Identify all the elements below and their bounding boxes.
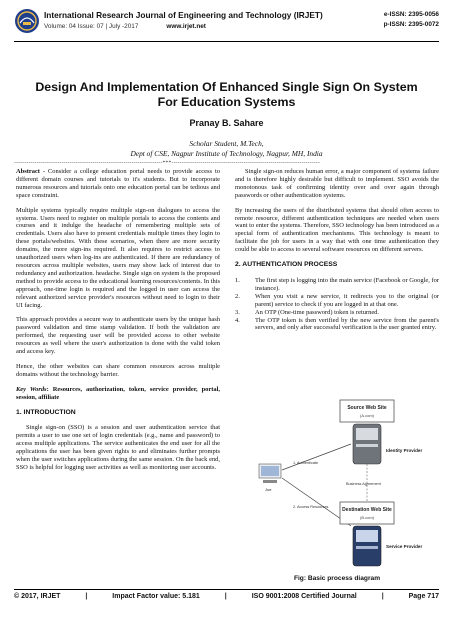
issn-block [384,10,439,30]
abstract-paragraph-3: This approach provides a secure way to authenticate users by the unique hash password validation and time stamp validation. If both the validation are performed, the requesting user will be provided access to other website resources as well where the user's authorization is done with the valid token and access key. [16,316,220,356]
left-column [16,168,220,479]
introduction-text: Single sign-on (SSO) is a session and user authentication service that permits a user to use one set of login credentials (e.g., name and password) to access multiple applications. The service authenticates the end user for all the applications the user has been given rights to and eliminates further prompts when the user switches applications during the same session. On the back end, SSO is helpful for logging user activities as well as monitoring user accounts. [16,424,220,471]
journal-name: International Research Journal of Engineering and Technology (IRJET) [44,10,323,20]
source-website-label: Source Web Site [347,405,387,411]
footer-separator: | [381,593,384,600]
page-footer [14,593,439,600]
process-step [235,309,439,317]
process-step [235,277,439,293]
business-agreement-label: Business Agreement [346,482,381,486]
destination-website-sub: (B.com) [360,515,374,520]
irjet-logo-icon [14,8,40,34]
affiliation-line-1: Scholar Student, M.Tech, [189,139,264,148]
source-server-icon [353,424,381,464]
abstract-paragraph-4: Hence, the other websites can share common resources across multiple domains without the technology barrier. [16,362,220,378]
step-number: 1. [235,276,240,284]
step-number: 4. [235,316,240,324]
abstract-label: Abstract - [16,168,46,175]
process-steps-list [235,277,439,332]
step-number: 2. [235,292,240,300]
step-text: When you visit a new service, it redirects you to the original (or parent) service to check if you are logged in at that one. [255,292,439,308]
step-text: The first step is logging into the main service (Facebook or Google, for instance). [255,276,439,292]
keywords-text: : Resources, authorization, token, service provider, portal, session, affiliate [16,385,220,401]
identity-provider-label: Identity Provider [386,448,423,453]
figure-caption: Fig: Basic process diagram [293,575,381,582]
affiliation-line-2: Dept of CSE, Nagpur Institute of Technology, Nagpur, MH, India [130,149,323,158]
keywords-label: Key Words [16,385,47,393]
authentication-process-heading: 2. AUTHENTICATION PROCESS [235,261,338,269]
section-separator: ------------------------------------------------------------------------***------------------------------------------------------------------------ [14,160,321,166]
introduction-heading: 1. INTRODUCTION [16,408,76,416]
source-website-box [340,400,394,422]
keywords [16,386,220,402]
volume-issue [44,23,344,30]
process-step [235,317,439,333]
p-issn: p-ISSN: 2395-0072 [383,21,439,28]
e-issn: e-ISSN: 2395-0056 [383,11,439,18]
user-computer-icon [259,464,281,483]
header-divider [14,41,439,42]
paper-title: Design And Implementation Of Enhanced Single Sign On System For Education Systems [35,80,418,109]
author-name: Pranay B. Sahare [189,118,264,128]
user-label: Joe [265,487,272,492]
iso-certification: ISO 9001:2008 Certified Journal [251,593,357,600]
step-number: 3. [235,308,240,316]
impact-factor: Impact Factor value: 5.181 [112,593,200,600]
footer-separator: | [224,593,227,600]
access-resources-label: 2. Access Resources [293,505,329,509]
right-paragraph-2: By increasing the users of the distributed systems that should often access to remote resource, different authentication techniques are needed when users want to enter the systems. Therefore, SSO technology has been introduced as a special form of authentication mechanisms. This technology is meant to facilitate the job for users in a way that with one time authentication they could be able to access to several software resources on different servers. [235,206,439,254]
footer-divider [14,589,439,590]
journal-header [14,8,439,44]
journal-website-link[interactable]: www.irjet.net [166,23,206,30]
abstract [16,168,220,200]
volume-text: Volume: 04 Issue: 07 | July -2017 [44,23,139,30]
step-text: The OTP token is then verified by the new service from the parent's servers, and only after successful verification is the user granted entry. [255,316,439,332]
destination-website-box [340,502,394,524]
footer-separator: | [85,593,88,600]
copyright: © 2017, IRJET [14,593,61,600]
sso-process-diagram [255,398,443,576]
process-step [235,293,439,309]
abstract-paragraph-2: Multiple systems typically require multiple sign-on dialogues to access the systems. Users need to register on multiple portals to access the contents and courses and it indulge the headache of remembering multiple sets of credentials. Users also have to present credentials multiple times they login to these portals/websites. With these scenarios, when there are more security domains, the more sign-ins required. It also requires to restrict access to unauthorized users when log-ins are authenticated. If there are redundancy of resources across multiple websites, users may show lack of interest due to redundancy and authorization. headache. Single sign on system is the proposed method to provide access to the educational learning resources/contents. In this approach, one-time login is required and the logged in user can access the relevant authorized service provider's resources without need to login to their UI facing. [16,206,220,309]
source-website-sub: (A.com) [360,413,374,418]
right-paragraph-1: Single sign-on reduces human error, a major component of systems failure and is therefore highly desirable but difficult to implement. SSO avoids the monotonous task of confirming identity over and over again through passwords or other authentication systems. [235,168,439,199]
destination-server-icon [353,526,381,566]
destination-website-label: Destination Web Site [342,507,392,513]
page-number: Page 717 [408,593,439,600]
service-provider-label: Service Provider [386,544,423,549]
abstract-text: Consider a college education portal needs to provide access to different domain courses and tutorials to it's students. But to incorporate numerous resources and tutorials onto one education portal can be tedious and space constraint. [16,168,220,199]
step-text: An OTP (One-time password) token is returned. [255,308,380,316]
authenticate-label: 1. Authenticate [293,461,319,465]
right-column [235,168,439,332]
